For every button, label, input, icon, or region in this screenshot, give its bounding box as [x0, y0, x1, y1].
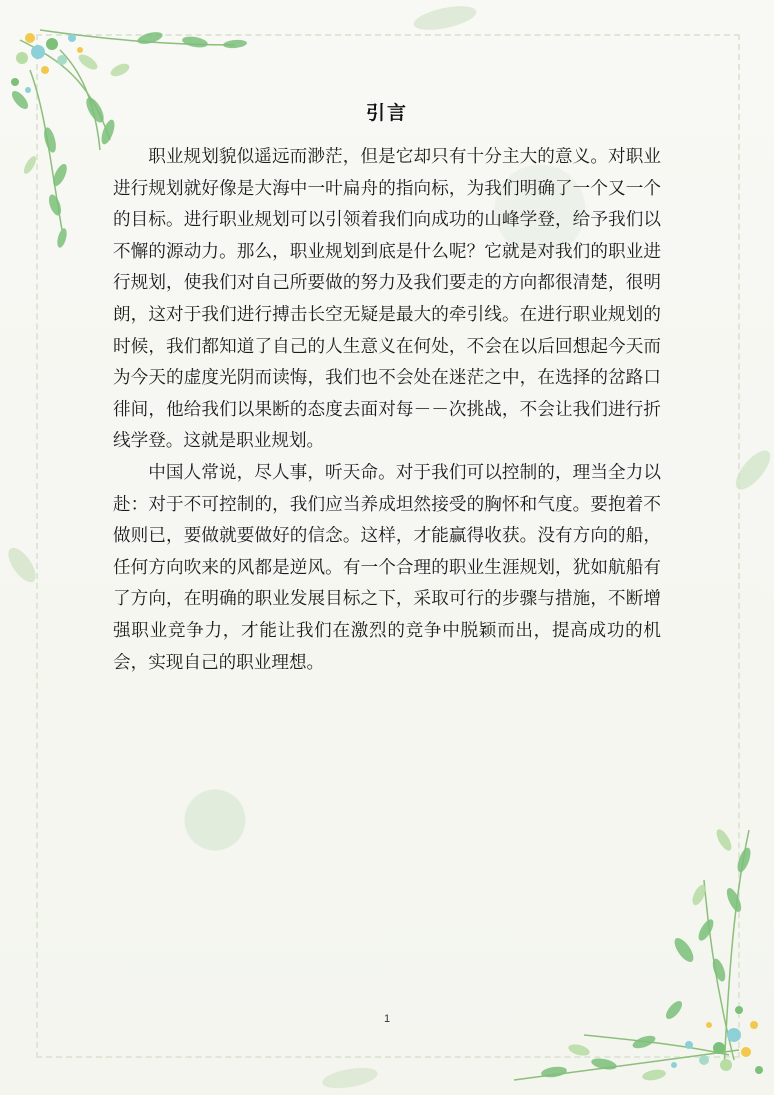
paragraph: 中国人常说，尽人事，听天命。对于我们可以控制的，理当全力以赴：对于不可控制的，我们应当养成坦然接受的胸怀和气度。要抱着不做则已，要做就要做好的信念。这样，才能赢得收获。没有方向的船，任何方向吹来的风都是逆风。有一个合理的职业生涯规划，犹如航船有了方向，在明确的职业发展目标之下，采取可行的步骤与措施，不断增强职业竞争力，才能让我们在激烈的竞争中脱颖而出，提高成功的机会，实现自己的职业理想。: [113, 462, 661, 673]
faint-leaf-icon: [725, 440, 774, 500]
faint-leaf-icon: [315, 1060, 385, 1095]
faint-leaf-icon: [0, 540, 45, 590]
paragraph: 职业规划貌似遥远而渺茫，但是它却只有十分主大的意义。对职业进行规划就好像是大海中一叶扁舟的指向标，为我们明确了一个又一个的目标。进行职业规划可以引领着我们向成功的山峰学登，给予我们以不懈的源动力。那么，职业规划到底是什么呢？它就是对我们的职业进行规划，使我们对自己所要做的努力及我们要走的方向都很清楚，很明朗，这对于我们进行搏击长空无疑是最大的牵引线。在进行职业规划的时候，我们都知道了自己的人生意义在何处，不会在以后回想起今天而为今天的虚度光阴而读悔，我们也不会处在迷茫之中，在选择的岔路口徘间，他给我们以果断的态度去面对每－－次挑战，不会让我们进行折线学登。这就是职业规划。: [113, 147, 661, 452]
document-title: 引言: [365, 102, 408, 124]
faint-leaf-icon: [400, 0, 490, 40]
document-body: [113, 142, 661, 679]
page-number: 1: [383, 1013, 391, 1025]
leaf-vine-bottom-right-icon: [494, 820, 774, 1095]
